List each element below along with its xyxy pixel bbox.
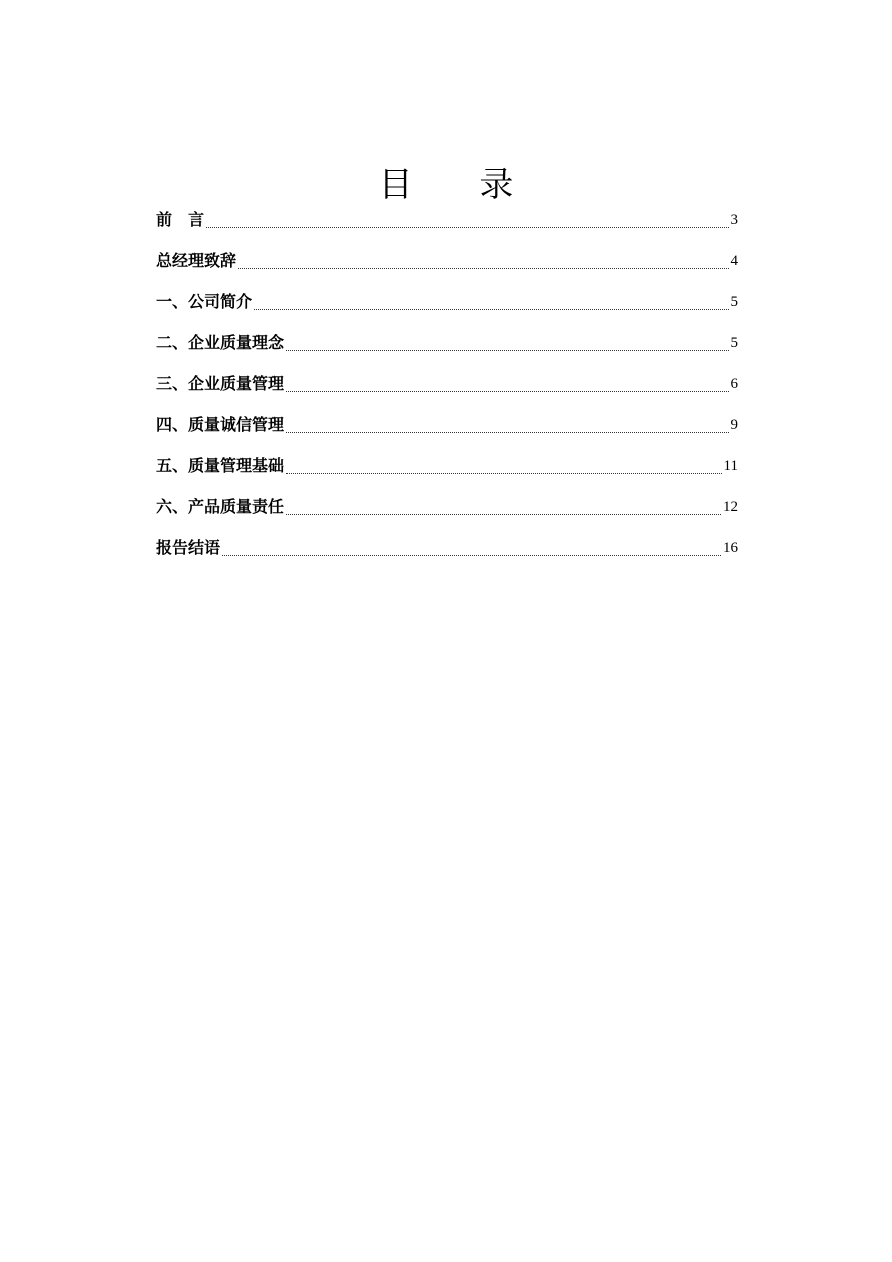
toc-entry-label: 一、公司简介 (156, 292, 253, 311)
toc-entry-page: 12 (723, 499, 738, 515)
toc-entry-label: 四、质量诚信管理 (156, 415, 285, 434)
toc-dot-leader (286, 513, 721, 515)
toc-title: 目 录 (378, 164, 542, 205)
toc-list (156, 193, 738, 562)
toc-entry-page: 4 (730, 253, 738, 269)
toc-dot-leader (238, 267, 728, 269)
toc-entry-gm-address (156, 234, 738, 275)
toc-entry-label: 三、企业质量管理 (156, 374, 285, 393)
toc-entry-page: 5 (730, 294, 738, 310)
toc-dot-leader (222, 554, 721, 556)
toc-entry-page: 16 (723, 540, 738, 556)
toc-entry-label: 报告结语 (156, 538, 221, 557)
toc-entry-conclusion (156, 521, 738, 562)
toc-dot-leader (254, 308, 728, 310)
toc-entry-label: 总经理致辞 (156, 251, 237, 270)
toc-entry-integrity-management (156, 398, 738, 439)
toc-dot-leader (286, 390, 728, 392)
toc-entry-label: 五、质量管理基础 (156, 456, 285, 475)
toc-entry-page: 6 (730, 376, 738, 392)
toc-entry-page: 3 (730, 212, 738, 228)
toc-entry-preface (156, 193, 738, 234)
toc-entry-label: 二、企业质量理念 (156, 333, 285, 352)
toc-entry-page: 9 (730, 417, 738, 433)
toc-entry-label: 前 言 (156, 210, 205, 229)
toc-entry-label: 六、产品质量责任 (156, 497, 285, 516)
toc-entry-management-foundation (156, 439, 738, 480)
toc-entry-quality-management (156, 357, 738, 398)
toc-entry-company-profile (156, 275, 738, 316)
toc-entry-page: 5 (730, 335, 738, 351)
toc-dot-leader (286, 431, 728, 433)
toc-entry-quality-philosophy (156, 316, 738, 357)
toc-entry-product-responsibility (156, 480, 738, 521)
toc-entry-page: 11 (723, 458, 738, 474)
toc-dot-leader (286, 349, 728, 351)
toc-dot-leader (286, 472, 722, 474)
toc-dot-leader (206, 226, 728, 228)
